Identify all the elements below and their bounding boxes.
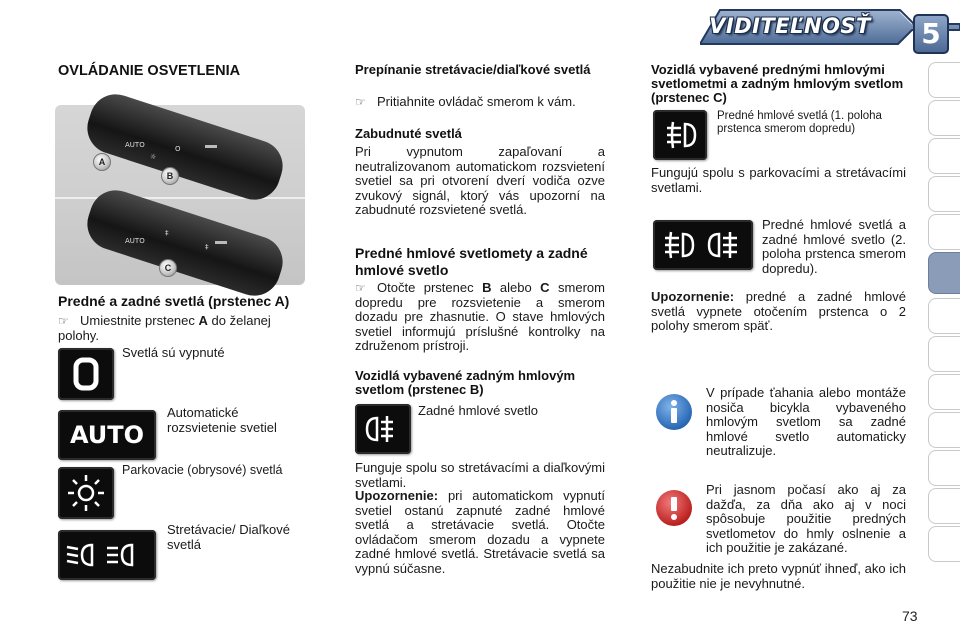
auto-lights-label: Automatické rozsvietenie svetiel <box>167 405 277 435</box>
headlights-label: Stretávacie/ Diaľkové svetlá <box>167 522 291 552</box>
front-fog-label: Predné hmlové svetlá (1. poloha prstenca smerom dopredu) <box>717 110 882 135</box>
page-number: 73 <box>902 608 918 624</box>
chapter-tab[interactable] <box>928 412 960 448</box>
chapter-tab[interactable] <box>928 374 960 410</box>
svg-text:☼: ☼ <box>150 153 157 161</box>
fog-glare-warning-text: Pri jasnom počasí ako aj za dažďa, za dňa ako aj v noci spôsobuje použitie predných svetlometov do hmly oslnenie a ich použitie je zakázané. <box>706 482 906 555</box>
stalk-markings <box>115 125 265 185</box>
chapter-tab[interactable] <box>928 62 960 98</box>
chapter-title: VIDITEĽNOSŤ <box>709 14 871 38</box>
chapter-tab[interactable] <box>928 526 960 562</box>
lights-off-label: Svetlá sú vypnuté <box>122 345 225 360</box>
rear-fog-warning: Upozornenie: pri automatickom vypnutí svetiel ostanú zapnuté zadné hmlové svetlá a stretávacie svetlá. Otočte ovládačom smerom dozadu a vypnete zadné hmlové svetlá. Stretávacie svetlá sa vypnú súčasne. <box>355 488 605 576</box>
chapter-tab[interactable] <box>928 336 960 372</box>
ring-c-marker: C <box>159 259 177 277</box>
chapter-number-badge: 5 <box>913 14 949 54</box>
front-rear-fog-label: Predné hmlové svetlá a zadné hmlové svetlo (2. poloha prstenca smerom dopredu). <box>762 217 906 276</box>
lights-off-icon <box>58 348 114 400</box>
auto-icon-text: AUTO <box>69 421 145 449</box>
front-fog-heading: Vozidlá vybavené prednými hmlovými svetlometmi a zadným hmlovým svetlom (prstenec C) <box>651 62 904 105</box>
front-rear-lights-title: Predné a zadné svetlá (prstenec A) <box>58 293 290 309</box>
front-fog-text: Fungujú spolu s parkovacími a stretávacími svetlami. <box>651 165 906 195</box>
bullet-arrow-icon: ☞ <box>355 95 366 109</box>
ring-a-instruction: ☞ Umiestnite prstenec A do želanej polohy. <box>58 313 271 343</box>
auto-lights-icon <box>58 410 156 460</box>
svg-text:O: O <box>175 145 181 153</box>
section-heading: OVLÁDANIE OSVETLENIA <box>58 63 241 79</box>
ring-b-marker: B <box>161 167 179 185</box>
chapter-tabs <box>928 62 960 582</box>
fog-instruction: ☞ Otočte prstenec B alebo C smerom dopredu pre rozsvietenie a smerom dozadu pre zhasnutie. O stave hmlových svetiel informujú príslušné kontrolky na združenom prístroji. <box>355 280 605 353</box>
stalk-markings-lower <box>115 221 265 281</box>
towing-info-text: V prípade ťahania alebo montáže nosiča bicykla vybaveného hmlovým svetlom sa zadné hmlové svetlo automaticky neutralizuje. <box>706 385 906 458</box>
bullet-arrow-icon: ☞ <box>58 314 69 328</box>
chapter-tab[interactable] <box>928 176 960 212</box>
chapter-tab[interactable] <box>928 100 960 136</box>
rear-fog-label: Zadné hmlové svetlo <box>418 403 538 418</box>
forgot-text: Pri vypnutom zapaľovaní a neutralizovanom automatickom rozsvietení svetiel sa pri otvorení dverí vodiča ozve zvukový signál, ktorý vás upozorní na zabudnuté rozsvietené svetlá. <box>355 144 605 217</box>
sidelights-label: Parkovacie (obrysové) svetlá <box>122 463 283 477</box>
fog-heading: Predné hmlové svetlomety a zadné hmlové svetlo <box>355 245 588 278</box>
lighting-stalk-photo <box>55 105 305 285</box>
chapter-tab[interactable] <box>928 138 960 174</box>
chapter-tab[interactable] <box>928 450 960 486</box>
forgot-heading: Zabudnuté svetlá <box>355 126 462 141</box>
chapter-tab-active[interactable] <box>928 252 960 294</box>
ring-a-marker: A <box>93 153 111 171</box>
chapter-tab[interactable] <box>928 298 960 334</box>
bullet-arrow-icon: ☞ <box>355 281 366 295</box>
switch-instruction: ☞ Pritiahnite ovládač smerom k vám. <box>355 94 576 109</box>
fog-off-reminder-text: Nezabudnite ich preto vypnúť ihneď, ako ich použitie nie je nevyhnutné. <box>651 561 906 591</box>
svg-text:‡: ‡ <box>165 229 169 237</box>
headlights-icon <box>58 530 156 580</box>
chapter-tab[interactable] <box>928 488 960 524</box>
chapter-tab[interactable] <box>928 214 960 250</box>
rear-fog-icon <box>355 404 411 454</box>
warning-stop-icon <box>654 488 694 528</box>
front-rear-fog-icon <box>653 220 753 270</box>
sidelights-icon <box>58 467 114 519</box>
svg-text:AUTO: AUTO <box>125 141 145 149</box>
info-icon <box>654 392 694 432</box>
svg-text:‡: ‡ <box>205 243 209 251</box>
rear-fog-heading: Vozidlá vybavené zadným hmlovým svetlom (prstenec B) <box>355 368 576 397</box>
front-fog-icon <box>653 110 707 160</box>
fog-off-warning: Upozornenie: predné a zadné hmlové svetlá vypnete otočením prstenca o 2 polohy smerom späť. <box>651 289 906 333</box>
svg-text:AUTO: AUTO <box>125 237 145 245</box>
switch-heading: Prepínanie stretávacie/diaľkové svetlá <box>355 62 591 77</box>
rear-fog-text: Funguje spolu so stretávacími a diaľkovými svetlami. <box>355 460 605 490</box>
